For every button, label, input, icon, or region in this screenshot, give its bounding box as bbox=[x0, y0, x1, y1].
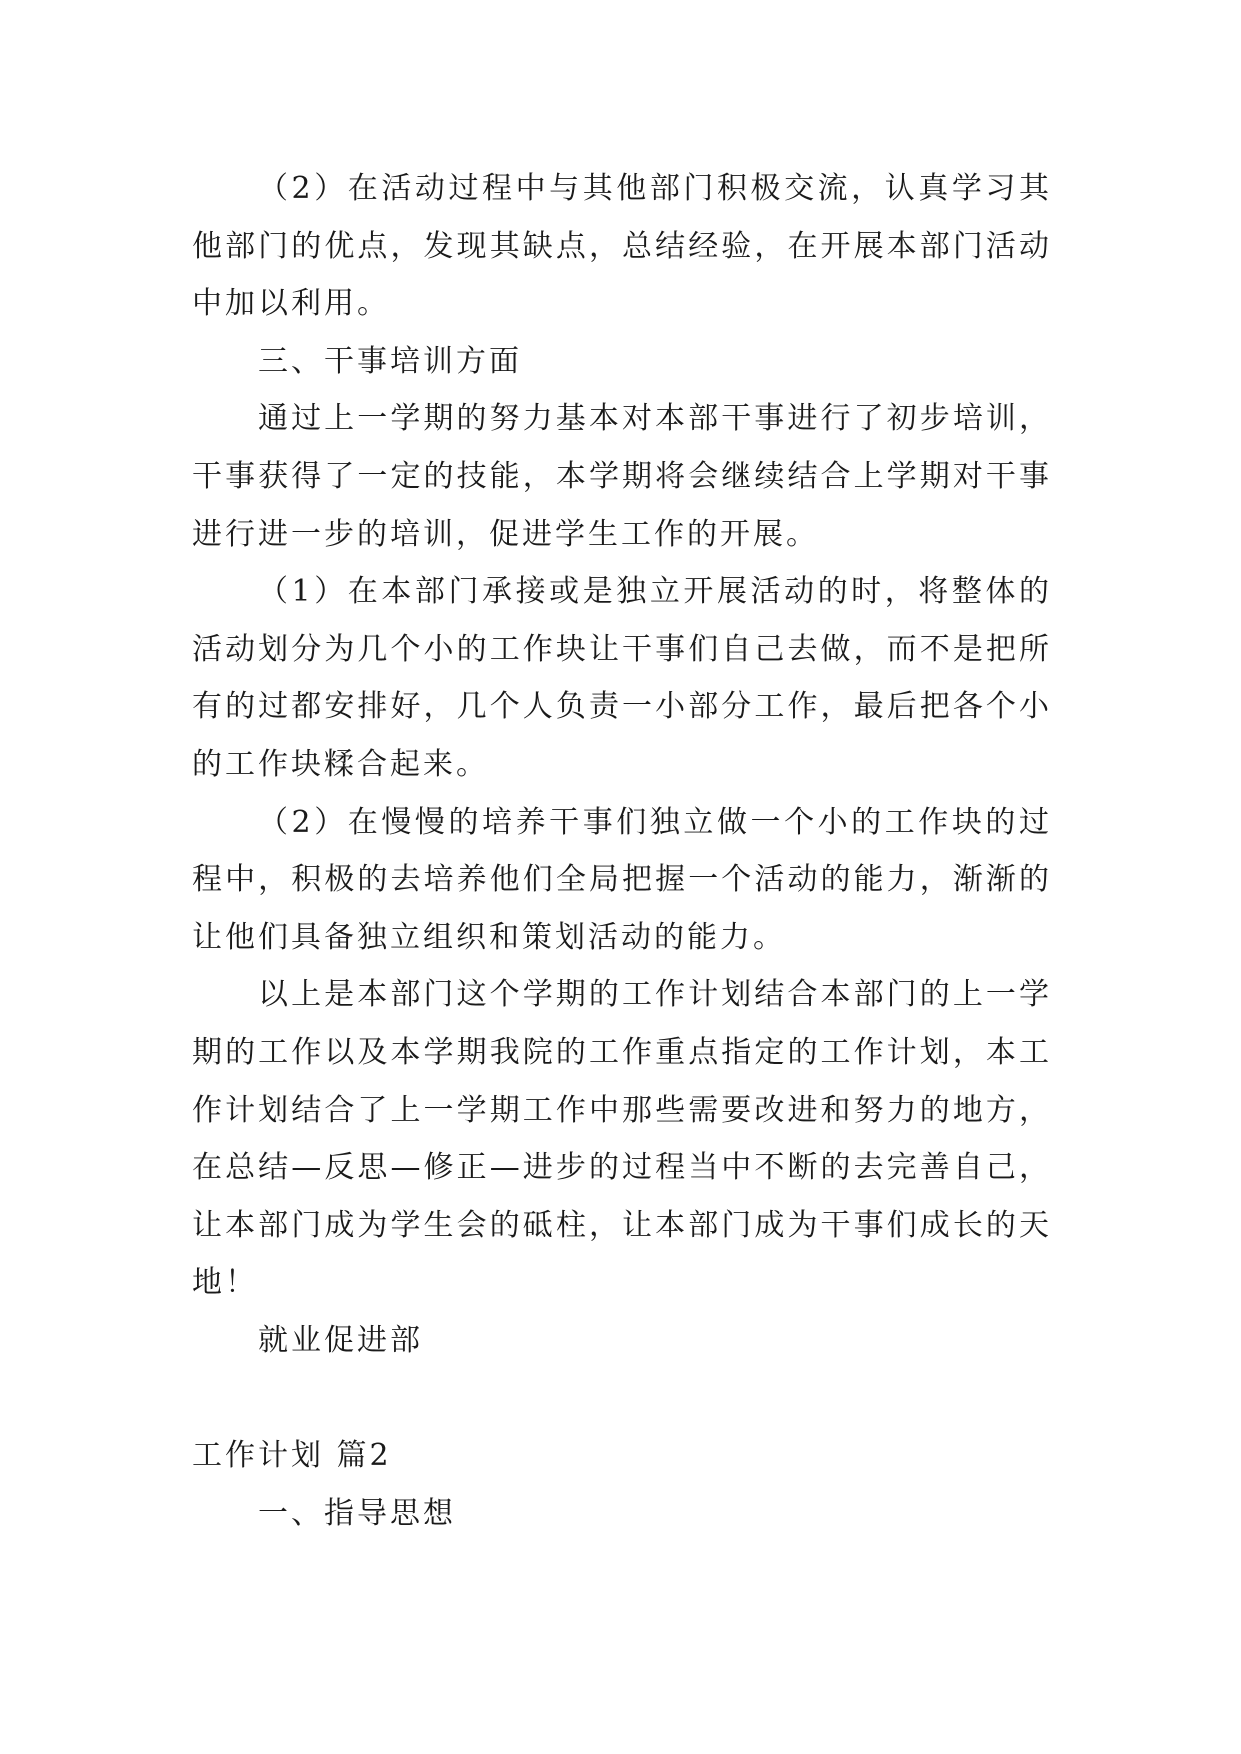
paragraph-training-item-1: （1）在本部门承接或是独立开展活动的时，将整体的活动划分为几个小的工作块让干事们自己去做，而不是把所有的过都安排好，几个人负责一小部分工作，最后把各个小的工作块糅合起来。 bbox=[192, 574, 1052, 782]
document-body bbox=[192, 160, 1052, 1543]
department-signature: 就业促进部 bbox=[258, 1322, 423, 1358]
heading-guiding-ideology: 一、指导思想 bbox=[258, 1496, 456, 1532]
paragraph-activity-exchange: （2）在活动过程中与其他部门积极交流，认真学习其他部门的优点，发现其缺点，总结经验，在开展本部门活动中加以利用。 bbox=[192, 171, 1052, 322]
section-title: 工作计划 篇2 bbox=[192, 1438, 392, 1474]
paragraph-training-overview: 通过上一学期的努力基本对本部干事进行了初步培训，干事获得了一定的技能，本学期将会继续结合上学期对干事进行进一步的培训，促进学生工作的开展。 bbox=[192, 401, 1052, 552]
paragraph-conclusion: 以上是本部门这个学期的工作计划结合本部门的上一学期的工作以及本学期我院的工作重点指定的工作计划，本工作计划结合了上一学期工作中那些需要改进和努力的地方，在总结—反思—修正—进步的过程当中不断的去完善自己，让本部门成为学生会的砥柱，让本部门成为干事们成长的天地！ bbox=[192, 977, 1052, 1301]
heading-staff-training: 三、干事培训方面 bbox=[258, 343, 522, 379]
paragraph-training-item-2: （2）在慢慢的培养干事们独立做一个小的工作块的过程中，积极的去培养他们全局把握一个活动的能力，渐渐的让他们具备独立组织和策划活动的能力。 bbox=[192, 804, 1052, 955]
